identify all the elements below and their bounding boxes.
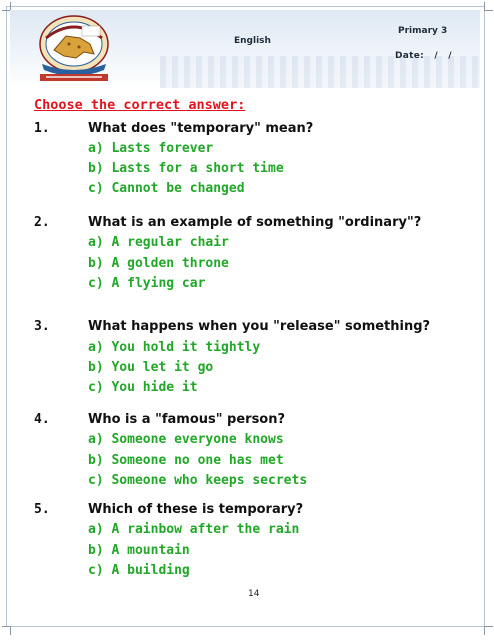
option-2b: b) A golden throne bbox=[88, 256, 229, 271]
instruction-heading: Choose the correct answer: bbox=[34, 97, 246, 113]
question-1 bbox=[34, 121, 313, 136]
page-number: 14 bbox=[248, 589, 260, 599]
question-4 bbox=[34, 412, 285, 427]
option-3a: a) You hold it tightly bbox=[88, 340, 261, 355]
question-number: 1. bbox=[34, 121, 50, 136]
corner-mark-top-right bbox=[484, 2, 493, 11]
option-4c: c) Someone who keeps secrets bbox=[88, 473, 308, 488]
date-separator: / bbox=[434, 51, 438, 61]
question-5 bbox=[34, 502, 303, 517]
option-5a: a) A rainbow after the rain bbox=[88, 522, 300, 537]
school-crest-logo-icon bbox=[24, 14, 124, 84]
option-2a: a) A regular chair bbox=[88, 235, 229, 250]
question-text: What does "temporary" mean? bbox=[88, 121, 314, 136]
question-2 bbox=[34, 215, 421, 230]
date-field bbox=[395, 51, 452, 61]
question-text: What happens when you "release" something? bbox=[88, 319, 431, 334]
question-text: Which of these is temporary? bbox=[88, 502, 304, 517]
option-2c: c) A flying car bbox=[88, 276, 206, 291]
question-number: 2. bbox=[34, 215, 50, 230]
date-separator: / bbox=[448, 51, 452, 61]
option-1b: b) Lasts for a short time bbox=[88, 161, 284, 176]
corner-mark-bottom-left bbox=[2, 626, 11, 635]
worksheet-header bbox=[10, 10, 480, 88]
option-5c: c) A building bbox=[88, 563, 190, 578]
question-3 bbox=[34, 319, 430, 334]
question-text: Who is a "famous" person? bbox=[88, 412, 286, 427]
corner-mark-bottom-right bbox=[484, 626, 493, 635]
option-1c: c) Cannot be changed bbox=[88, 181, 245, 196]
subject-label: English bbox=[234, 36, 271, 46]
option-4b: b) Someone no one has met bbox=[88, 453, 284, 468]
option-3c: c) You hide it bbox=[88, 380, 198, 395]
option-5b: b) A mountain bbox=[88, 543, 190, 558]
option-1a: a) Lasts forever bbox=[88, 141, 214, 156]
grade-label: Primary 3 bbox=[398, 26, 448, 36]
question-text: What is an example of something "ordinary"? bbox=[88, 215, 422, 230]
option-3b: b) You let it go bbox=[88, 360, 214, 375]
question-number: 5. bbox=[34, 502, 50, 517]
date-label: Date: bbox=[395, 51, 425, 61]
option-4a: a) Someone everyone knows bbox=[88, 432, 284, 447]
question-number: 4. bbox=[34, 412, 50, 427]
question-number: 3. bbox=[34, 319, 50, 334]
